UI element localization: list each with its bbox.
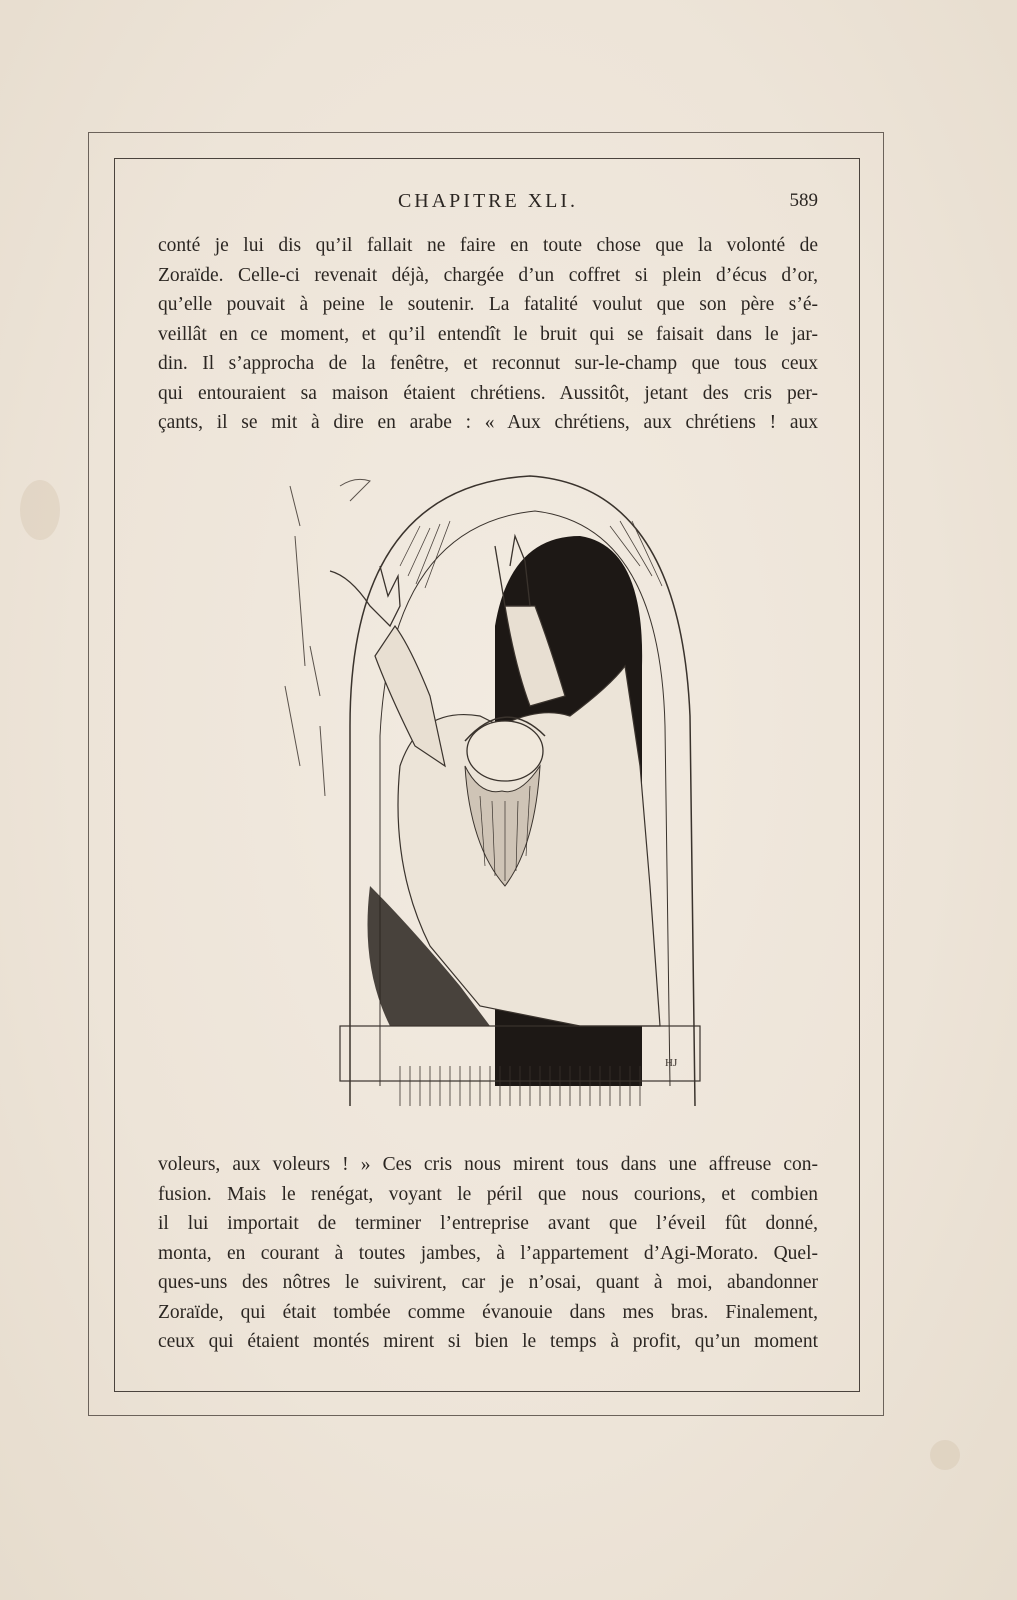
text-line: qu’elle pouvait à peine le soutenir. La fatalité voulut que son père s’é- bbox=[158, 294, 818, 315]
text-line: il lui importait de terminer l’entreprise avant que l’éveil fût donné, bbox=[158, 1213, 818, 1234]
text-line: ques-uns des nôtres le suivirent, car je n’osai, quant à moi, abandonner bbox=[158, 1272, 818, 1293]
illustration-signature: HJ bbox=[665, 1057, 678, 1069]
chapter-title: CHAPITRE XLI. bbox=[397, 190, 579, 212]
page-number: 589 bbox=[789, 190, 818, 211]
text-line: conté je lui dis qu’il fallait ne faire en toute chose que la volonté de bbox=[158, 235, 818, 256]
paper-stain bbox=[20, 480, 60, 540]
body-text-top bbox=[158, 231, 818, 438]
text-line: fusion. Mais le renégat, voyant le péril que nous courions, et combien bbox=[158, 1183, 818, 1205]
text-line: din. Il s’approcha de la fenêtre, et reconnut sur-le-champ que tous ceux bbox=[158, 353, 818, 374]
text-line: çants, il se mit à dire en arabe : « Aux chrétiens, aux chrétiens ! aux bbox=[158, 412, 818, 433]
text-line: Zoraïde, qui était tombée comme évanouie dans mes bras. Finalement, bbox=[158, 1301, 818, 1323]
text-line: monta, en courant à toutes jambes, à l’appartement d’Agi-Morato. Quel- bbox=[158, 1242, 818, 1264]
text-line: qui entouraient sa maison étaient chrétiens. Aussitôt, jetant des cris per- bbox=[158, 382, 818, 404]
running-header bbox=[158, 190, 818, 220]
engraving-illustration bbox=[280, 466, 730, 1136]
body-text-bottom bbox=[158, 1150, 818, 1357]
text-line: ceux qui étaient montés mirent si bien le temps à profit, qu’un moment bbox=[158, 1331, 818, 1352]
text-line: voleurs, aux voleurs ! » Ces cris nous mirent tous dans une affreuse con- bbox=[158, 1154, 818, 1175]
text-line: Zoraïde. Celle-ci revenait déjà, chargée d’un coffret si plein d’écus d’or, bbox=[158, 264, 818, 286]
text-line: veillât en ce moment, et qu’il entendît le bruit qui se faisait dans le jar- bbox=[158, 323, 818, 345]
paper-stain bbox=[930, 1440, 960, 1470]
